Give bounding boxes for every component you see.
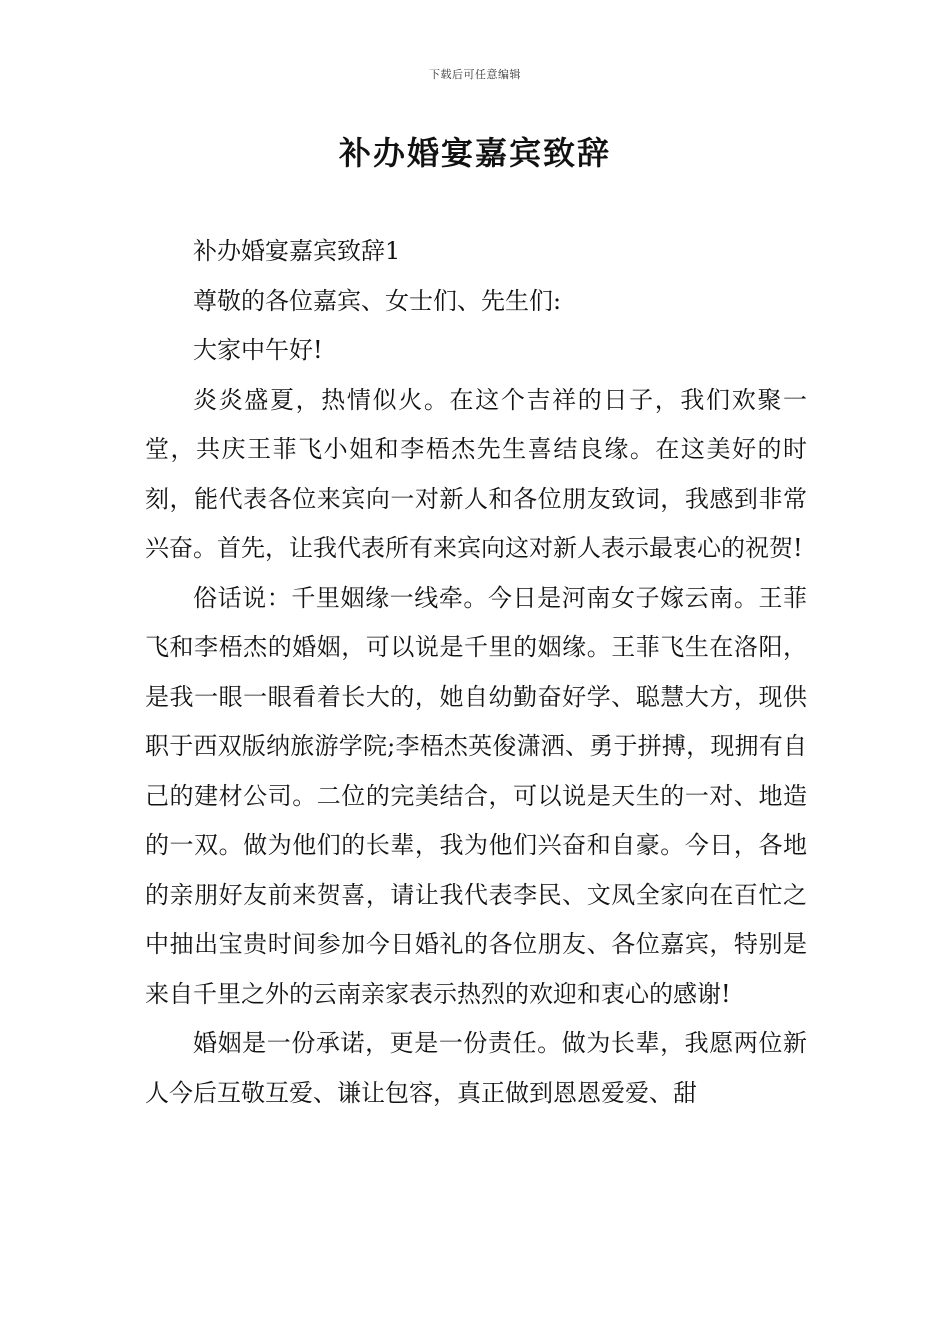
paragraph-subtitle: 补办婚宴嘉宾致辞1 [193,237,401,265]
document-body [145,227,807,1118]
header-note: 下载后可任意编辑 [429,68,521,81]
paragraph: 炎炎盛夏，热情似火。在这个吉祥的日子，我们欢聚一堂，共庆王菲飞小姐和李梧杰先生喜结良缘。在这美好的时刻，能代表各位来宾向一对新人和各位朋友致词，我感到非常兴奋。首先，让我代表所有来宾向这对新人表示最衷心的祝贺! [145,385,807,562]
paragraph: 俗话说：千里姻缘一线牵。今日是河南女子嫁云南。王菲飞和李梧杰的婚姻，可以说是千里的姻缘。王菲飞生在洛阳，是我一眼一眼看着长大的，她自幼勤奋好学、聪慧大方，现供职于西双版纳旅游学院;李梧杰英俊潇洒、勇于拼搏，现拥有自己的建材公司。二位的完美结合，可以说是天生的一对、地造的一双。做为他们的长辈，我为他们兴奋和自豪。今日，各地的亲朋好友前来贺喜，请让我代表李民、文凤全家向在百忙之中抽出宝贵时间参加今日婚礼的各位朋友、各位嘉宾，特别是来自千里之外的云南亲家表示热烈的欢迎和衷心的感谢! [145,583,807,1008]
document-title: 补办婚宴嘉宾致辞 [338,134,611,172]
paragraph-greeting: 大家中午好! [193,336,323,364]
paragraph-salutation: 尊敬的各位嘉宾、女士们、先生们: [193,286,562,315]
paragraph: 婚姻是一份承诺，更是一份责任。做为长辈，我愿两位新人今后互敬互爱、谦让包容，真正做到恩恩爱爱、甜 [145,1029,807,1107]
